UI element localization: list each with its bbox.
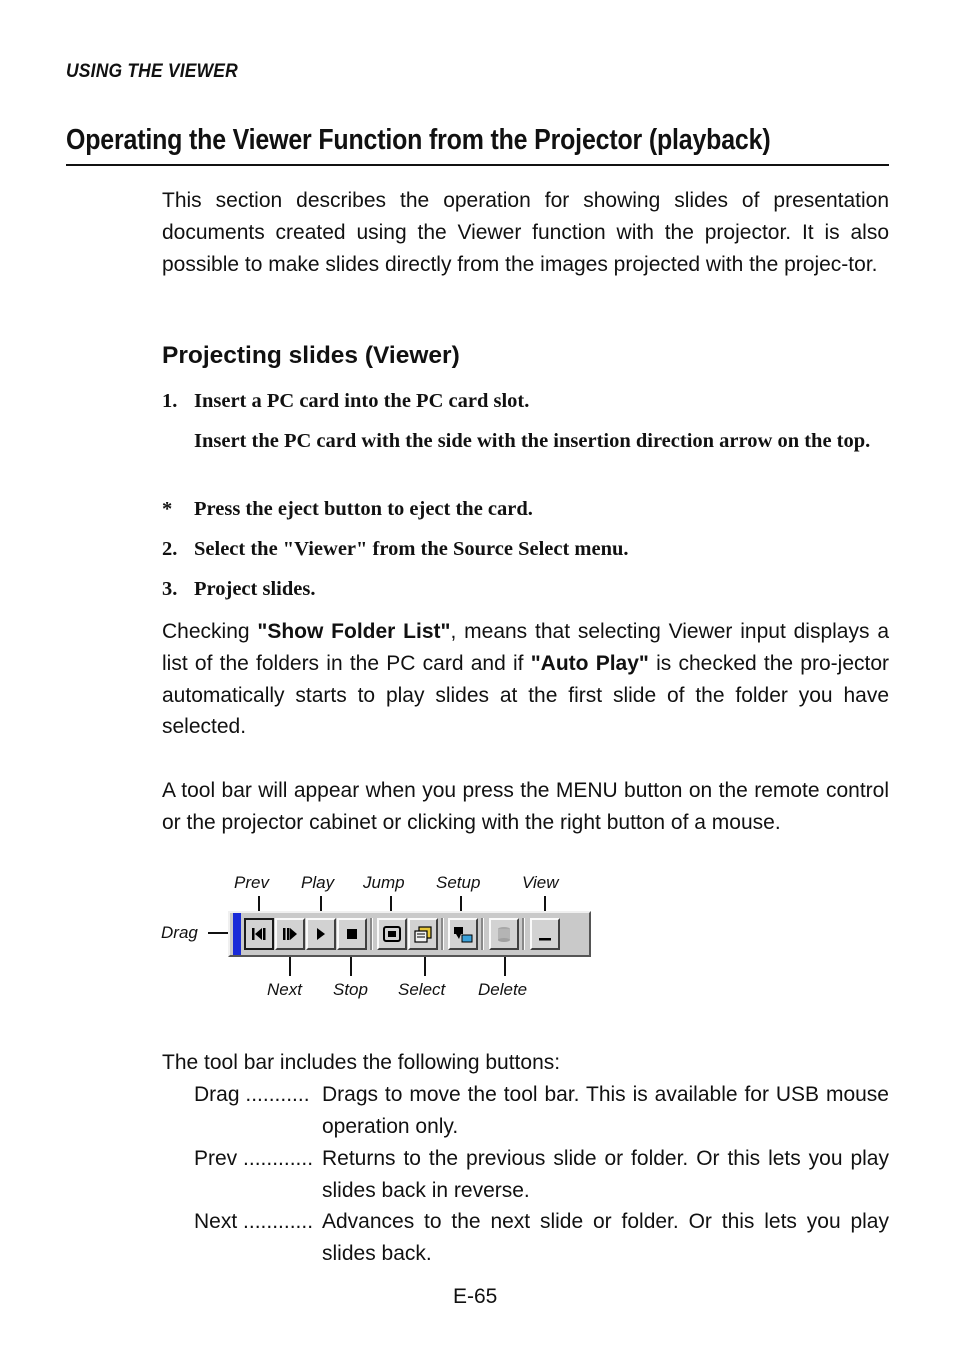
term-drag: Drag — [194, 1083, 240, 1106]
setup-icon — [450, 920, 476, 948]
label-select: Select — [398, 980, 446, 999]
label-setup: Setup — [436, 873, 481, 892]
label-view: View — [522, 873, 559, 892]
step-1-detail: Insert the PC card with the side with the insertion direction arrow on the top. — [194, 430, 871, 452]
toolbar-separator — [441, 918, 444, 950]
stop-icon — [339, 920, 365, 948]
term-next: Next — [194, 1210, 238, 1233]
select-button[interactable] — [408, 918, 438, 950]
label-delete: Delete — [478, 980, 528, 999]
prev-button[interactable] — [244, 918, 274, 950]
leader-dots: ........... — [245, 1083, 310, 1106]
step-1-text: Insert a PC card into the PC card slot. — [194, 390, 530, 412]
leader-dots: ............ — [243, 1210, 314, 1233]
view-icon — [532, 920, 558, 948]
toolbar-separator — [481, 918, 484, 950]
jump-button[interactable] — [377, 918, 407, 950]
section-label: USING THE VIEWER — [66, 61, 238, 82]
label-jump: Jump — [363, 873, 405, 892]
label-drag: Drag — [161, 923, 198, 942]
select-icon — [410, 920, 436, 948]
toolbar-separator — [522, 918, 525, 950]
step-2-text: Select the "Viewer" from the Source Select menu. — [194, 538, 629, 560]
step-3-marker: 3. — [162, 578, 178, 600]
definition-next: Advances to the next slide or folder. Or this lets you play slides back. — [322, 1210, 889, 1265]
setup-button[interactable] — [448, 918, 478, 950]
show-folder-list-term: "Show Folder List" — [257, 620, 451, 643]
auto-play-term: "Auto Play" — [530, 651, 649, 675]
page-title: Operating the Viewer Function from the Projector (playback) — [66, 124, 771, 156]
prev-icon — [246, 920, 272, 948]
step-3-text: Project slides. — [194, 578, 316, 600]
checking-text-2: , means that selecting Viewer input displays a list of the folders in the PC card and if — [162, 620, 889, 675]
definition-prev: Returns to the previous slide or folder. Or this lets you play slides back in reverse. — [322, 1147, 889, 1202]
label-play: Play — [301, 873, 335, 892]
step-2-marker: 2. — [162, 538, 178, 560]
checking-text-1: Checking — [162, 620, 258, 643]
page-number: E-65 — [453, 1285, 498, 1308]
play-button[interactable] — [306, 918, 336, 950]
leader-dots: ............ — [243, 1147, 314, 1170]
definition-term — [194, 1079, 310, 1111]
definition-drag: Drags to move the tool bar. This is available for USB mouse operation only. — [322, 1083, 889, 1138]
delete-icon — [491, 920, 517, 948]
label-prev: Prev — [234, 873, 269, 892]
next-icon — [277, 920, 303, 948]
stop-button[interactable] — [337, 918, 367, 950]
play-icon — [308, 920, 334, 948]
note-marker: * — [162, 498, 173, 520]
intro-paragraph: This section describes the operation for showing slides of presentation documents created using the Viewer function with the projector. It is also possible to make slides directly from the images projected with the projec-tor. — [162, 189, 889, 276]
toolbar-separator — [370, 918, 373, 950]
note-text: Press the eject button to eject the card. — [194, 498, 533, 520]
includes-text: The tool bar includes the following buttons: — [162, 1051, 561, 1074]
title-rule — [66, 164, 889, 166]
view-button[interactable] — [530, 918, 560, 950]
label-stop: Stop — [333, 980, 368, 999]
definition-term — [194, 1206, 313, 1238]
jump-icon — [379, 920, 405, 948]
toolbar-paragraph: A tool bar will appear when you press the MENU button on the remote control or the projector cabinet or clicking with the right button of a mouse. — [162, 779, 889, 834]
checking-paragraph — [162, 616, 889, 743]
next-button[interactable] — [275, 918, 305, 950]
step-1-marker: 1. — [162, 390, 178, 412]
delete-button[interactable] — [489, 918, 519, 950]
term-prev: Prev — [194, 1147, 238, 1170]
drag-handle[interactable] — [233, 913, 241, 955]
definition-term — [194, 1143, 313, 1175]
checking-text-3: is checked the pro-jector automatically starts to play slides at the first slide of the folder you have selected. — [162, 651, 890, 739]
label-next: Next — [267, 980, 302, 999]
subheading: Projecting slides (Viewer) — [162, 342, 460, 369]
